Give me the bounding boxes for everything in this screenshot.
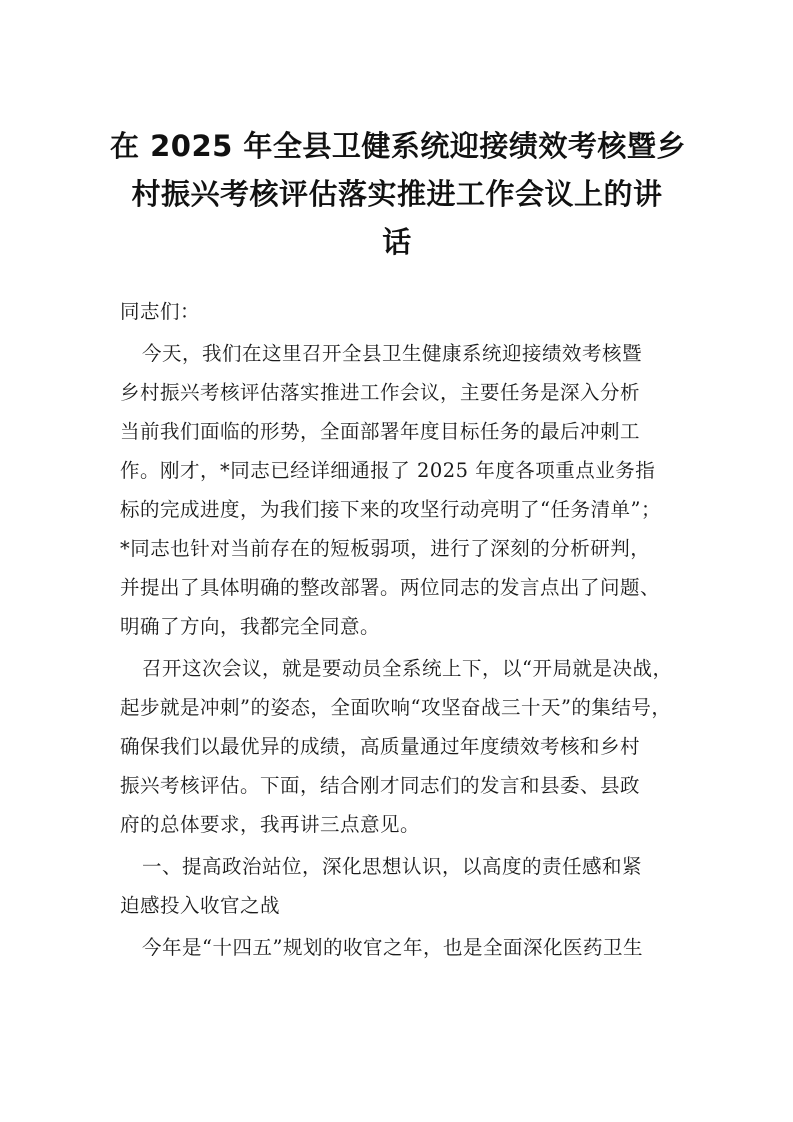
paragraph-1	[120, 334, 680, 646]
salutation: 同志们：	[120, 300, 201, 323]
paragraph-line: 起步就是冲刺”的姿态，全面吹响“攻坚奋战三十天”的集结号，	[120, 696, 672, 719]
paragraph-line: *同志也针对当前存在的短板弱项，进行了深刻的分析研判，	[120, 537, 651, 560]
paragraph-line: 今天，我们在这里召开全县卫生健康系统迎接绩效考核暨	[142, 342, 643, 365]
heading-line: 迫感投入收官之战	[120, 894, 281, 917]
title-line: 村振兴考核评估落实推进工作会议上的讲	[131, 177, 663, 211]
paragraph-line: 府的总体要求，我再讲三点意见。	[120, 813, 421, 836]
paragraph-2	[120, 649, 680, 844]
paragraph-line: 召开这次会议，就是要动员全系统上下，以“开局就是决战，	[142, 657, 673, 680]
section-heading-1	[120, 847, 680, 925]
paragraph-line: 当前我们面临的形势，全面部署年度目标任务的最后冲刺工	[120, 420, 641, 443]
paragraph-line: 标的完成进度，为我们接下来的攻坚行动亮明了“任务清单”；	[120, 498, 661, 521]
title-line: 在 2025 年全县卫健系统迎接绩效考核暨乡	[110, 129, 686, 163]
heading-line: 一、提高政治站位，深化思想认识，以高度的责任感和紧	[142, 855, 643, 878]
paragraph-line: 今年是“十四五”规划的收官之年，也是全面深化医药卫生	[142, 936, 643, 959]
document-title	[110, 122, 684, 266]
paragraph-line: 作。刚才，*同志已经详细通报了 2025 年度各项重点业务指	[120, 459, 656, 482]
paragraph-line: 并提出了具体明确的整改部署。两位同志的发言点出了问题、	[120, 576, 661, 599]
paragraph-line: 确保我们以最优异的成绩，高质量通过年度绩效考核和乡村	[120, 735, 641, 758]
paragraph-line: 振兴考核评估。下面，结合刚才同志们的发言和县委、县政	[120, 774, 641, 797]
paragraph-3	[120, 928, 680, 967]
paragraph-line: 明确了方向，我都完全同意。	[120, 615, 381, 638]
title-line: 话	[382, 225, 412, 259]
paragraph-line: 乡村振兴考核评估落实推进工作会议，主要任务是深入分析	[120, 381, 641, 404]
document-body	[120, 292, 680, 967]
